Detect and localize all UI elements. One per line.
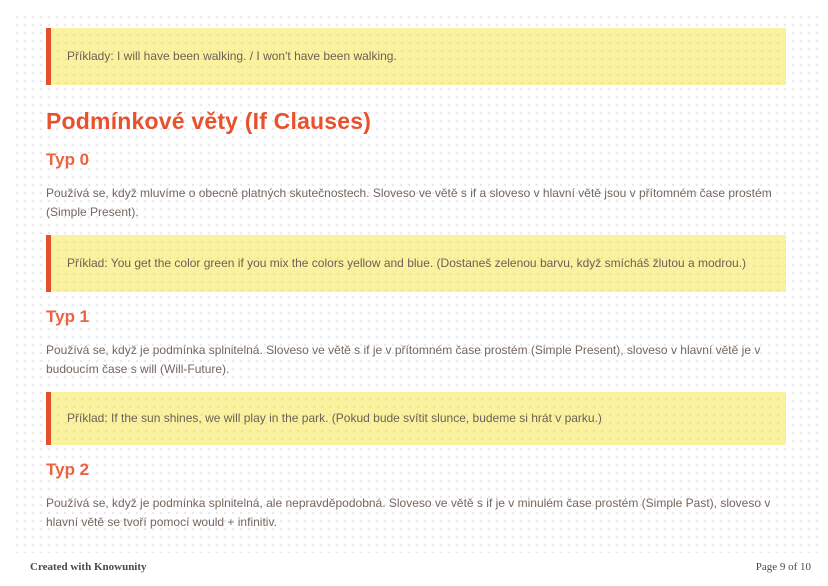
page-content	[10, 10, 818, 532]
example-callout-intro	[46, 28, 786, 85]
section-body-typ-0: Používá se, když mluvíme o obecně platných skutečnostech. Sloveso ve větě s if a sloveso v hlavní větě jsou v přítomném čase prostém (Simple Present).	[46, 186, 772, 219]
footer-created-with: Created with Knowunity	[30, 561, 147, 573]
example-callout-typ-0-text: Příklad: You get the color green if you mix the colors yellow and blue. (Dostaneš zelenou barvu, když smícháš žlutou a modrou.)	[67, 256, 747, 270]
section-heading-typ-2: Typ 2	[46, 460, 90, 479]
page-footer	[30, 561, 811, 573]
example-callout-typ-1-text: Příklad: If the sun shines, we will play in the park. (Pokud bude svítit slunce, budeme si hrát v parku.)	[67, 411, 602, 425]
example-callout-intro-text: Příklady: I will have been walking. / I won't have been walking.	[67, 49, 397, 63]
section-body-typ-2: Používá se, když je podmínka splnitelná, ale nepravděpodobná. Sloveso ve větě s if je v minulém čase prostém (Simple Past), sloveso v hlavní větě se tvoří pomocí would + infinitiv.	[46, 496, 771, 529]
section-heading-typ-0: Typ 0	[46, 150, 90, 169]
example-callout-typ-0	[46, 235, 786, 292]
footer-page-number: Page 9 of 10	[755, 561, 811, 573]
example-callout-typ-1	[46, 392, 786, 445]
section-heading-typ-1: Typ 1	[46, 307, 90, 326]
section-body-typ-1: Používá se, když je podmínka splnitelná. Sloveso ve větě s if je v přítomném čase prostém (Simple Present), sloveso v hlavní větě je v budoucím čase s will (Will-Future).	[46, 343, 761, 376]
document-page	[10, 10, 818, 553]
page-title: Podmínkové věty (If Clauses)	[46, 108, 372, 134]
